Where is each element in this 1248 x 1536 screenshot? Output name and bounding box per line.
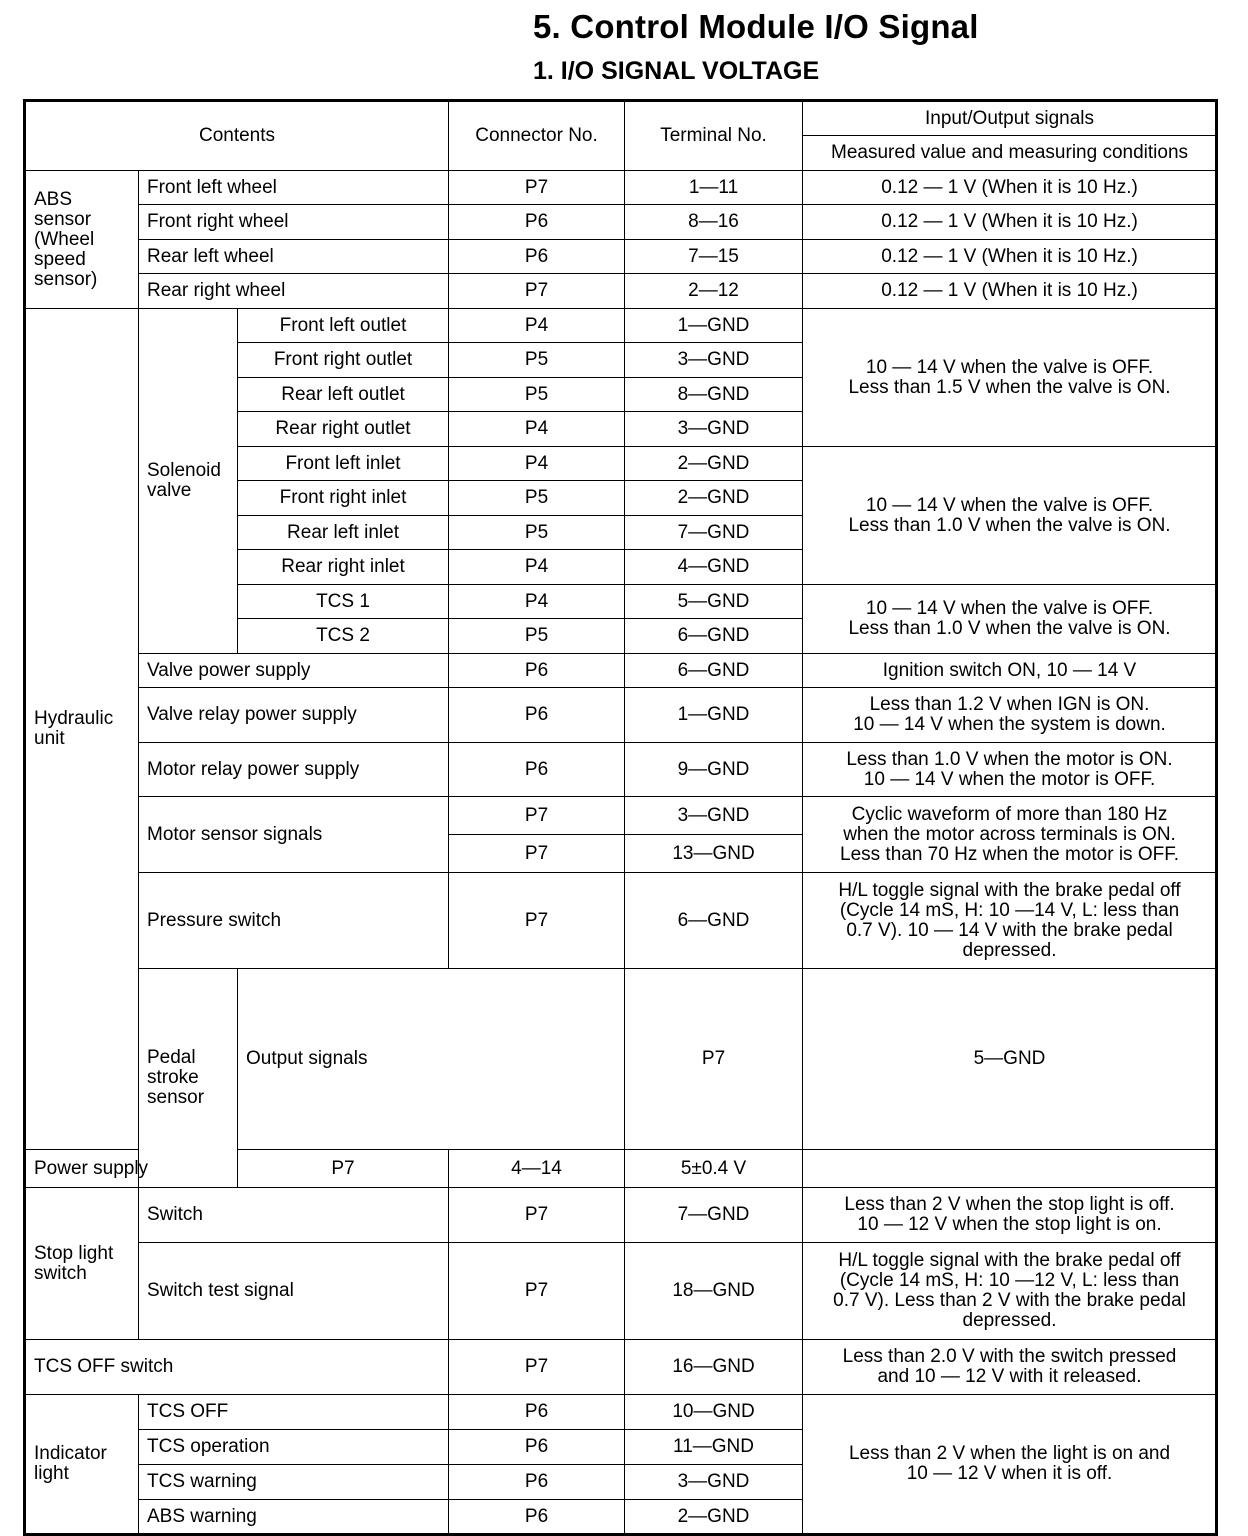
value-cell: 0.12 — 1 V (When it is 10 Hz.) [803, 240, 1217, 274]
terminal-cell: 2—12 [625, 274, 803, 309]
item-cell: Valve power supply [139, 654, 449, 688]
connector-cell: P7 [449, 1188, 625, 1243]
value-cell: Less than 2.0 V with the switch pressed and 10 — 12 V with it released. [803, 1340, 1217, 1395]
table-row [25, 688, 1217, 743]
table-row [25, 969, 1217, 1150]
table-row [25, 171, 1217, 205]
terminal-cell: 18—GND [625, 1243, 803, 1340]
connector-cell: P6 [449, 1430, 625, 1465]
terminal-cell: 2—GND [625, 1500, 803, 1535]
value-cell: 0.12 — 1 V (When it is 10 Hz.) [803, 274, 1217, 309]
terminal-cell: 7—15 [625, 240, 803, 274]
terminal-cell: 3—GND [625, 412, 803, 447]
terminal-cell: 7—GND [625, 1188, 803, 1243]
value-cell: H/L toggle signal with the brake pedal off (Cycle 14 mS, H: 10 —12 V, L: less than 0.7 V). Less than 2 V with the brake pedal depressed. [803, 1243, 1217, 1340]
item-cell: Front left outlet [238, 309, 449, 343]
item-cell: Rear right wheel [139, 274, 449, 309]
value-cell: 10 — 14 V when the valve is OFF. Less than 1.0 V when the valve is ON. [803, 447, 1217, 585]
item-cell: Valve relay power supply [139, 688, 449, 743]
table-row [25, 1188, 1217, 1243]
item-cell: TCS warning [139, 1465, 449, 1500]
item-cell: Front right inlet [238, 481, 449, 516]
item-cell: Switch [139, 1188, 449, 1243]
connector-cell: P4 [449, 447, 625, 481]
table-row [25, 1150, 1217, 1188]
terminal-cell: 4—14 [449, 1150, 625, 1188]
value-cell: Ignition switch ON, 10 — 14 V [803, 654, 1217, 688]
group-abs-sensor: ABS sensor (Wheel speed sensor) [25, 171, 139, 309]
table-row [25, 654, 1217, 688]
terminal-cell: 8—16 [625, 205, 803, 240]
item-cell: Rear left inlet [238, 516, 449, 550]
io-signal-table [23, 99, 1218, 1536]
connector-cell: P5 [449, 516, 625, 550]
section-subtitle: 1. I/O SIGNAL VOLTAGE [533, 57, 820, 85]
terminal-cell: 3—GND [625, 1465, 803, 1500]
terminal-cell: 5—GND [803, 969, 1217, 1150]
group-stop-light-switch: Stop light switch [25, 1188, 139, 1340]
item-cell: Motor sensor signals [139, 797, 449, 873]
table-row [25, 873, 1217, 969]
item-cell: Pressure switch [139, 873, 449, 969]
item-cell: ABS warning [139, 1500, 449, 1535]
terminal-cell: 6—GND [625, 873, 803, 969]
item-cell: Front right wheel [139, 205, 449, 240]
terminal-cell: 10—GND [625, 1395, 803, 1430]
header-row [25, 101, 1217, 136]
header-io-signals: Input/Output signals [803, 101, 1217, 136]
connector-cell: P4 [449, 309, 625, 343]
group-hydraulic-unit: Hydraulic unit [25, 309, 139, 1150]
table-row [25, 274, 1217, 309]
connector-cell: P7 [449, 1243, 625, 1340]
connector-cell: P7 [449, 797, 625, 835]
connector-cell: P5 [449, 481, 625, 516]
connector-cell: P6 [449, 240, 625, 274]
terminal-cell: 4—GND [625, 550, 803, 585]
terminal-cell: 5—GND [625, 585, 803, 619]
header-terminal: Terminal No. [625, 101, 803, 171]
item-cell: TCS 2 [238, 619, 449, 654]
connector-cell: P4 [449, 412, 625, 447]
group-pedal-stroke-sensor: Pedal stroke sensor [139, 969, 238, 1188]
value-cell: 0.12 — 1 V (When it is 10 Hz.) [803, 171, 1217, 205]
table-row [25, 240, 1217, 274]
item-cell: Output signals [238, 969, 625, 1150]
item-cell: TCS 1 [238, 585, 449, 619]
connector-cell: P5 [449, 378, 625, 412]
connector-cell: P6 [449, 743, 625, 797]
item-cell: Rear left wheel [139, 240, 449, 274]
terminal-cell: 1—GND [625, 309, 803, 343]
value-cell: Less than 2 V when the stop light is off. 10 — 12 V when the stop light is on. [803, 1188, 1217, 1243]
header-measured: Measured value and measuring conditions [803, 136, 1217, 171]
value-cell: 0.12 — 1 V (When it is 10 Hz.) [803, 205, 1217, 240]
group-indicator-light: Indicator light [25, 1395, 139, 1535]
item-cell: TCS OFF [139, 1395, 449, 1430]
value-cell: Less than 2 V when the light is on and 10 — 12 V when it is off. [803, 1395, 1217, 1535]
connector-cell: P7 [449, 171, 625, 205]
connector-cell: P4 [449, 550, 625, 585]
connector-cell: P7 [449, 1340, 625, 1395]
item-cell: Front left inlet [238, 447, 449, 481]
item-cell: Power supply [25, 1150, 238, 1188]
terminal-cell: 6—GND [625, 619, 803, 654]
terminal-cell: 11—GND [625, 1430, 803, 1465]
connector-cell: P5 [449, 619, 625, 654]
table-row [25, 743, 1217, 797]
table-row [25, 1243, 1217, 1340]
item-cell: Switch test signal [139, 1243, 449, 1340]
connector-cell: P7 [449, 873, 625, 969]
page-title: 5. Control Module I/O Signal [533, 8, 979, 45]
item-cell: TCS OFF switch [25, 1340, 449, 1395]
connector-cell: P6 [449, 205, 625, 240]
connector-cell: P6 [449, 1465, 625, 1500]
value-cell: Less than 1.2 V when IGN is ON. 10 — 14 V when the system is down. [803, 688, 1217, 743]
terminal-cell: 3—GND [625, 797, 803, 835]
group-solenoid-valve: Solenoid valve [139, 309, 238, 654]
terminal-cell: 7—GND [625, 516, 803, 550]
connector-cell: P7 [449, 835, 625, 873]
value-cell: 10 — 14 V when the valve is OFF. Less than 1.5 V when the valve is ON. [803, 309, 1217, 447]
table-row [25, 1395, 1217, 1430]
terminal-cell: 1—11 [625, 171, 803, 205]
item-cell: TCS operation [139, 1430, 449, 1465]
terminal-cell: 3—GND [625, 343, 803, 378]
value-cell: Less than 1.0 V when the motor is ON. 10 — 14 V when the motor is OFF. [803, 743, 1217, 797]
terminal-cell: 2—GND [625, 447, 803, 481]
connector-cell: P7 [238, 1150, 449, 1188]
table-row [25, 205, 1217, 240]
table-row [25, 1340, 1217, 1395]
value-cell: 5±0.4 V [625, 1150, 803, 1188]
item-cell: Front right outlet [238, 343, 449, 378]
connector-cell: P7 [625, 969, 803, 1150]
terminal-cell: 2—GND [625, 481, 803, 516]
value-cell: 10 — 14 V when the valve is OFF. Less than 1.0 V when the valve is ON. [803, 585, 1217, 654]
connector-cell: P4 [449, 585, 625, 619]
item-cell: Motor relay power supply [139, 743, 449, 797]
connector-cell: P6 [449, 654, 625, 688]
header-contents: Contents [25, 101, 449, 171]
item-cell: Rear right inlet [238, 550, 449, 585]
value-cell: H/L toggle signal with the brake pedal off (Cycle 14 mS, H: 10 —14 V, L: less than 0.7 V). 10 — 14 V with the brake pedal depressed. [803, 873, 1217, 969]
connector-cell: P6 [449, 688, 625, 743]
item-cell: Rear right outlet [238, 412, 449, 447]
terminal-cell: 1—GND [625, 688, 803, 743]
item-cell: Front left wheel [139, 171, 449, 205]
table-row [25, 309, 1217, 343]
terminal-cell: 9—GND [625, 743, 803, 797]
terminal-cell: 16—GND [625, 1340, 803, 1395]
connector-cell: P6 [449, 1395, 625, 1430]
terminal-cell: 8—GND [625, 378, 803, 412]
item-cell: Rear left outlet [238, 378, 449, 412]
terminal-cell: 13—GND [625, 835, 803, 873]
header-connector: Connector No. [449, 101, 625, 171]
connector-cell: P6 [449, 1500, 625, 1535]
table-row [25, 797, 1217, 835]
value-cell: Cyclic waveform of more than 180 Hz when the motor across terminals is ON. Less than 70 Hz when the motor is OFF. [803, 797, 1217, 873]
connector-cell: P5 [449, 343, 625, 378]
terminal-cell: 6—GND [625, 654, 803, 688]
connector-cell: P7 [449, 274, 625, 309]
